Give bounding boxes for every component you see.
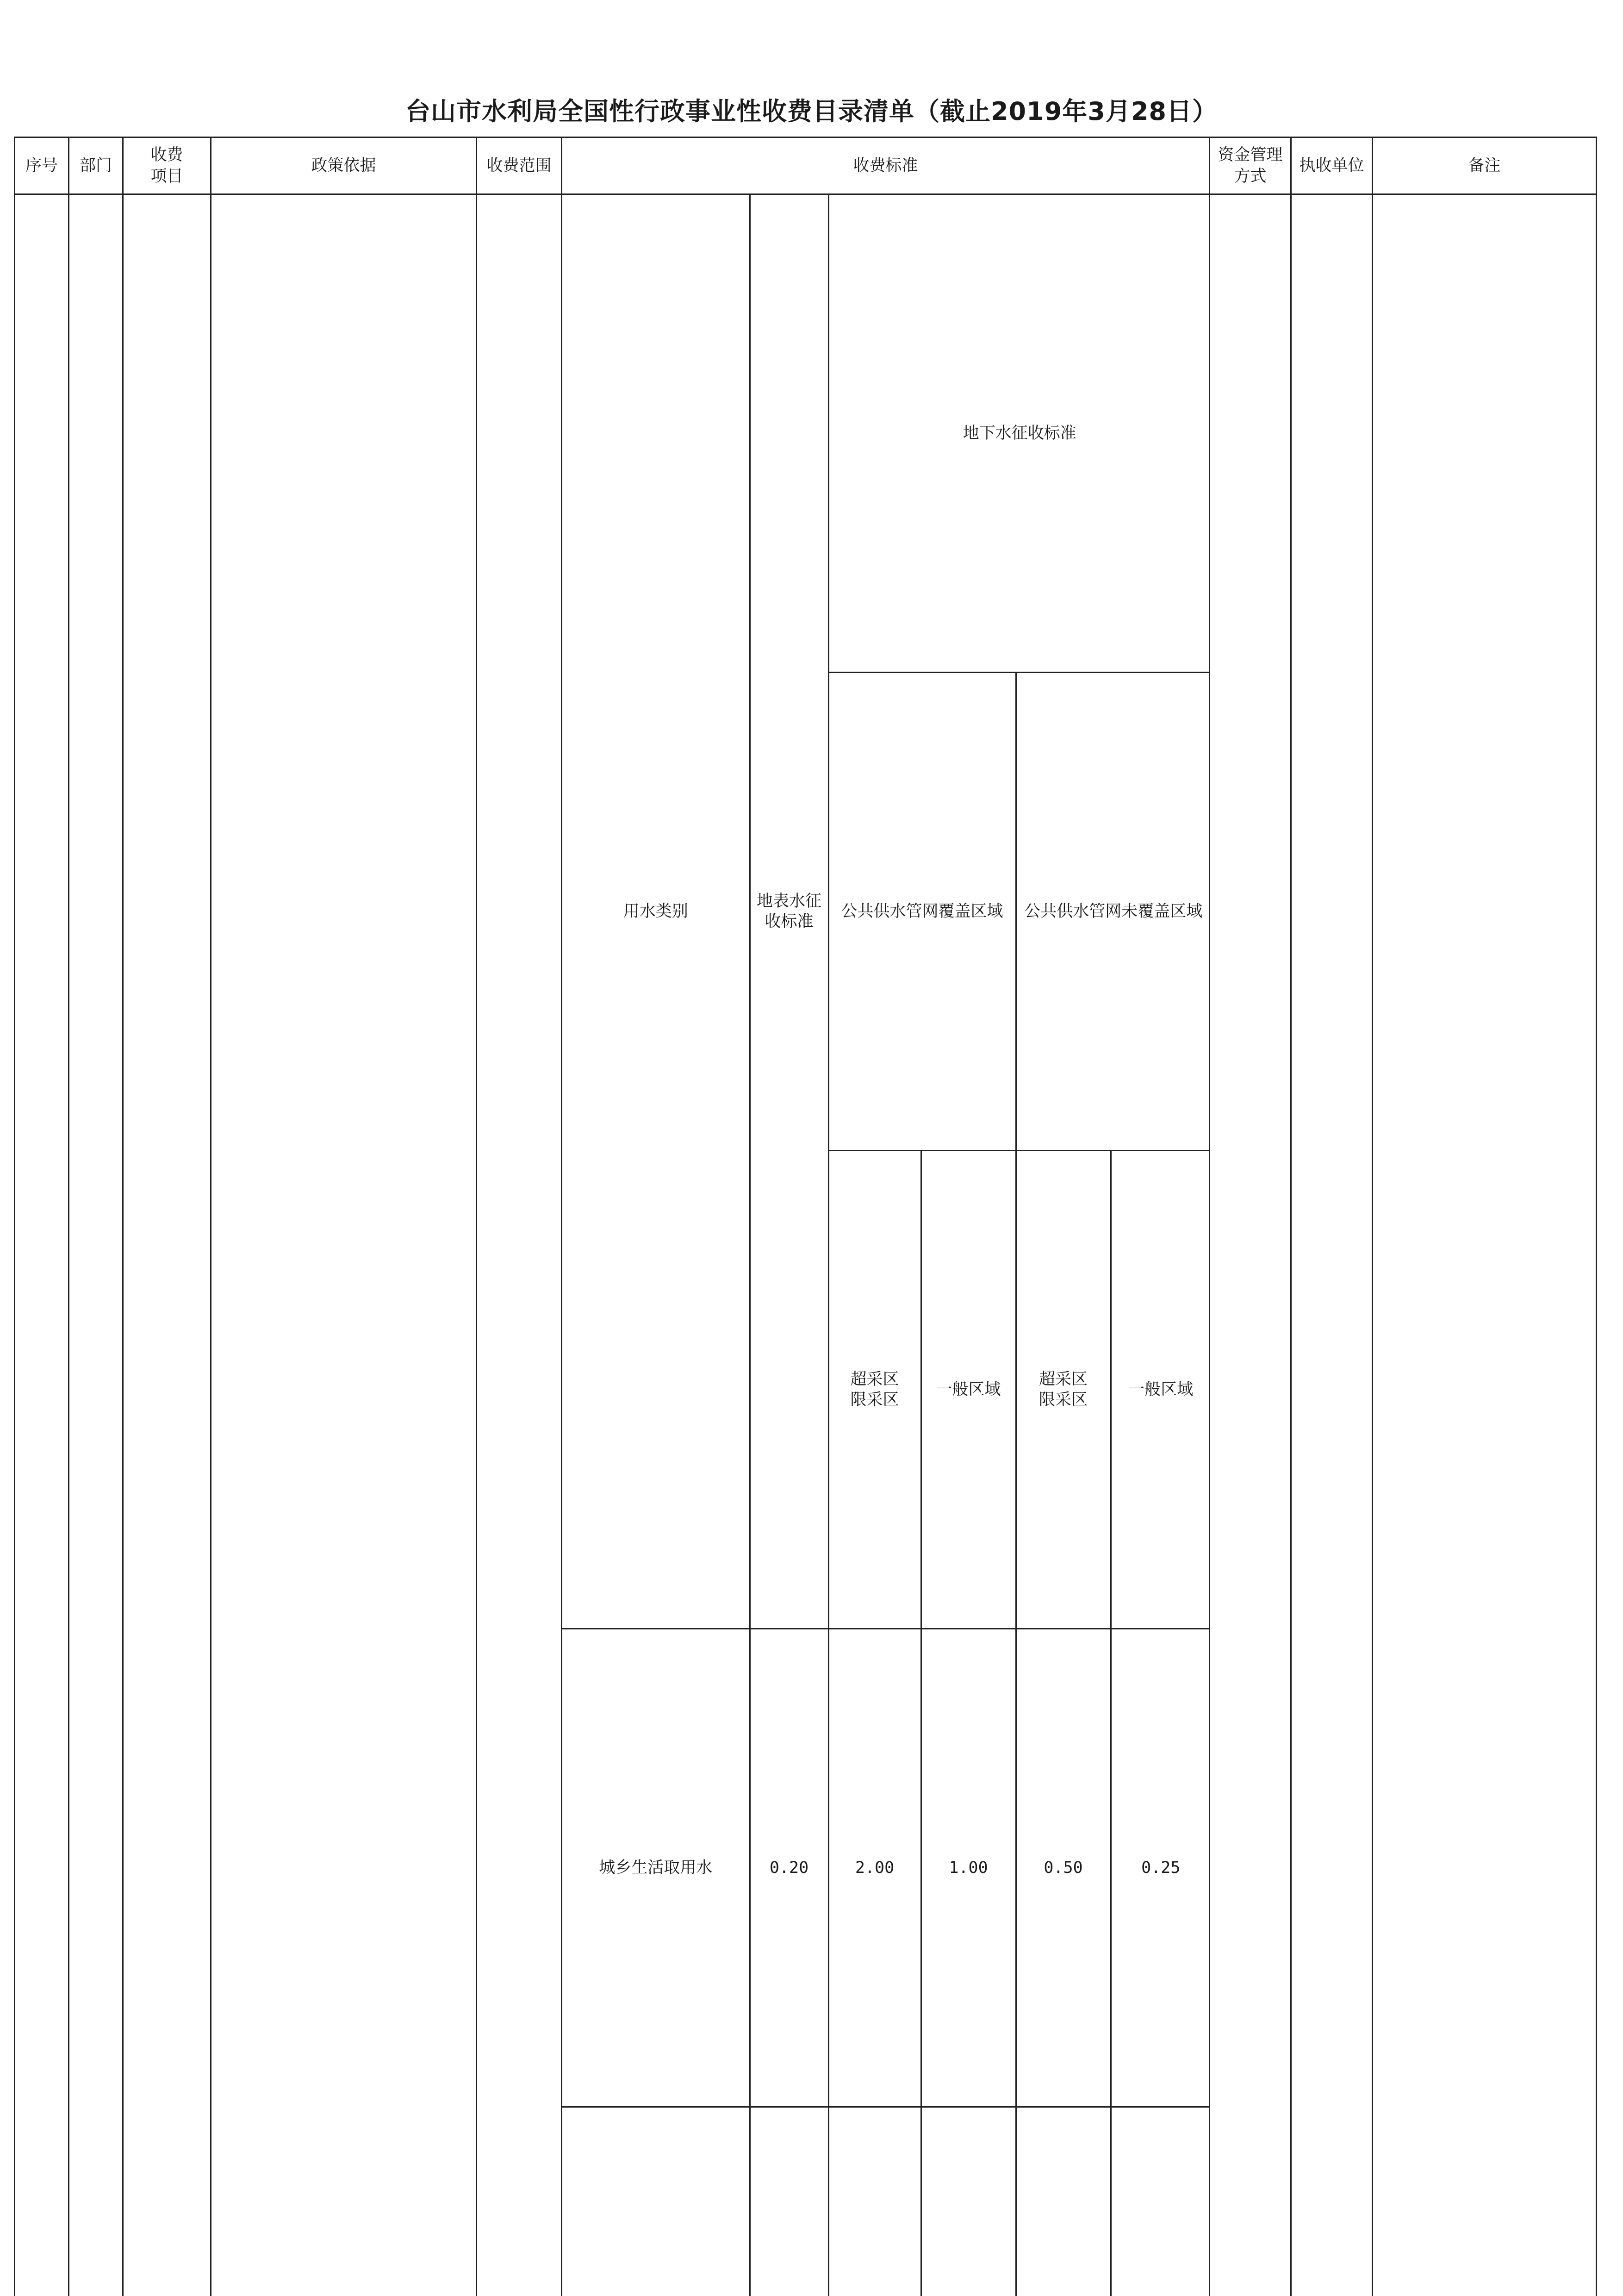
standard-subtable-cell <box>562 194 1210 2296</box>
row-remarks <box>1373 194 1597 2296</box>
std-header-general-uncovered: 一般区域 <box>1111 1151 1209 1629</box>
row-scope <box>477 194 562 2296</box>
std-row <box>562 1629 1210 2107</box>
document-title: 台山市水利局全国性行政事业性收费目录清单（截止2019年3月28日） <box>0 92 1623 127</box>
water-resource-fee-standard-table <box>562 195 1210 2296</box>
row-item <box>123 194 211 2296</box>
header-item: 收费 项目 <box>123 137 211 194</box>
std-value <box>921 2107 1016 2296</box>
header-fund: 资金管理 方式 <box>1210 137 1291 194</box>
std-value: 2.00 <box>828 1629 921 2107</box>
std-value: 1.00 <box>921 1629 1016 2107</box>
std-header-over-uncovered: 超采区 限采区 <box>1016 1151 1111 1629</box>
std-value: 0.25 <box>1111 1629 1209 2107</box>
std-header-uncovered: 公共供水管网未覆盖区域 <box>1016 673 1209 1151</box>
std-row <box>562 2107 1210 2296</box>
std-value: 0.50 <box>1016 1629 1111 2107</box>
std-value <box>1016 2107 1111 2296</box>
std-label <box>562 2107 750 2296</box>
table-row <box>15 194 1597 2296</box>
std-header-surface: 地表水征 收标准 <box>750 195 828 1629</box>
header-seq: 序号 <box>15 137 69 194</box>
header-remarks: 备注 <box>1373 137 1597 194</box>
header-policy: 政策依据 <box>211 137 477 194</box>
std-header-covered: 公共供水管网覆盖区域 <box>828 673 1016 1151</box>
table-header-row <box>15 137 1597 194</box>
fee-catalog-table <box>14 137 1597 2296</box>
row-seq <box>15 194 69 2296</box>
std-value <box>828 2107 921 2296</box>
row-fund <box>1210 194 1291 2296</box>
std-header-ground: 地下水征收标准 <box>828 195 1209 673</box>
std-label: 城乡生活取用水 <box>562 1629 750 2107</box>
header-scope: 收费范围 <box>477 137 562 194</box>
header-dept: 部门 <box>69 137 123 194</box>
row-collector <box>1291 194 1373 2296</box>
std-value: 0.20 <box>750 1629 828 2107</box>
header-collector: 执收单位 <box>1291 137 1373 194</box>
std-header-over-covered: 超采区 限采区 <box>828 1151 921 1629</box>
std-header-category: 用水类别 <box>562 195 750 1629</box>
std-value <box>750 2107 828 2296</box>
header-standard: 收费标准 <box>562 137 1210 194</box>
row-policy <box>211 194 477 2296</box>
std-value <box>1111 2107 1209 2296</box>
row-dept <box>69 194 123 2296</box>
std-header-general-covered: 一般区域 <box>921 1151 1016 1629</box>
